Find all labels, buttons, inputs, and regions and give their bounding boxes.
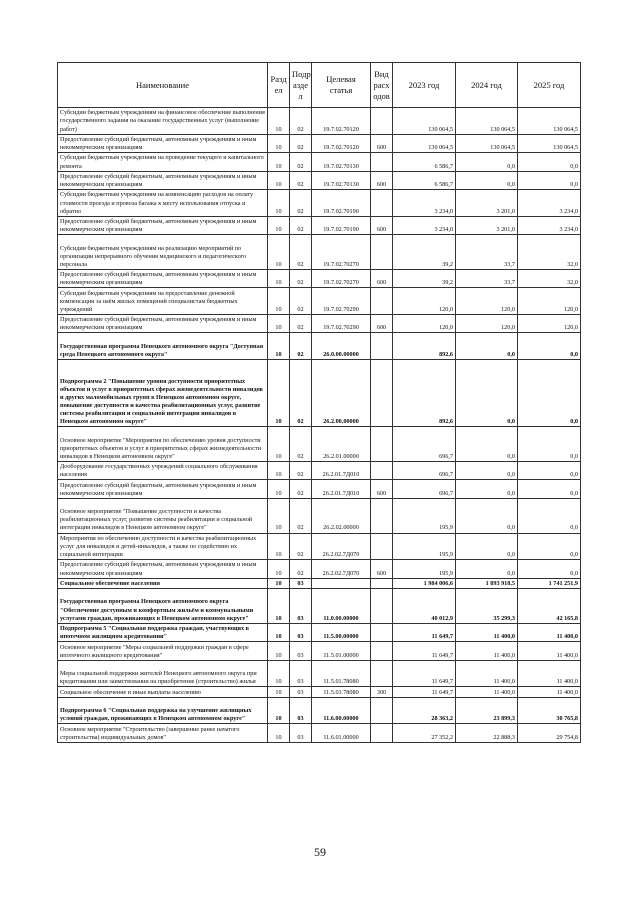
cell-podrazdel: 03 [290, 660, 312, 687]
cell-name: Основное мероприятие "Мероприятия по обеспечению уровня доступности приоритетных объектов и услуг в приоритетных сферах жизнедеятельности инвалидов в Ненецком автономном округе" [58, 427, 268, 462]
header-2025: 2025 год [518, 63, 581, 108]
table-row [58, 360, 581, 427]
cell-podrazdel: 03 [290, 642, 312, 661]
cell-podrazdel: 02 [290, 533, 312, 560]
cell-2025: 0,0 [518, 153, 581, 172]
cell-name: Основное мероприятие "Строительство (завершение ранее начатого строительства) индивидуальных домов" [58, 724, 268, 743]
cell-vid: 600 [371, 560, 393, 579]
cell-podrazdel: 03 [290, 724, 312, 743]
cell-2025: 11 400,0 [518, 642, 581, 661]
cell-target: 19.7.02.70130 [312, 171, 371, 190]
cell-vid [371, 498, 393, 533]
cell-2024: 0,0 [456, 427, 518, 462]
cell-razdel: 10 [268, 216, 290, 235]
cell-razdel: 10 [268, 360, 290, 427]
cell-2024: 130 064,5 [456, 108, 518, 135]
cell-name: Дооборудование государственных учреждений социального обслуживания населения [58, 461, 268, 480]
cell-podrazdel: 03 [290, 697, 312, 724]
cell-target: 11.5.01.78080 [312, 687, 371, 697]
cell-2025: 0,0 [518, 498, 581, 533]
cell-razdel: 10 [268, 153, 290, 172]
cell-2023: 11 649,7 [393, 642, 456, 661]
table-header-row [58, 63, 581, 108]
cell-vid [371, 623, 393, 642]
cell-2024: 0,0 [456, 461, 518, 480]
cell-2024: 0,0 [456, 360, 518, 427]
cell-vid: 600 [371, 216, 393, 235]
cell-name: Основное мероприятие "Повышение доступности и качества реабилитационных услуг, развитие системы реабилитации и социальной интеграции инвалидов в Ненецком автономном округе" [58, 498, 268, 533]
cell-name: Мероприятия по обеспечению доступности и качества реабилитационных услуг для инвалидов и детей-инвалидов, а также по содействию их социальной интеграции [58, 533, 268, 560]
cell-2023: 11 649,7 [393, 687, 456, 697]
cell-name: Предоставление субсидий бюджетным, автономным учреждениям и иным некоммерческим организациям [58, 216, 268, 235]
cell-vid [371, 697, 393, 724]
cell-2025: 120,0 [518, 288, 581, 315]
cell-podrazdel: 02 [290, 288, 312, 315]
cell-name: Меры социальной поддержки жителей Ненецкого автономного округа при кредитовании или заимствовании на приобретение (строительство) жилья [58, 660, 268, 687]
cell-target: 19.7.02.70190 [312, 216, 371, 235]
table-row [58, 480, 581, 499]
table-row [58, 153, 581, 172]
cell-vid [371, 724, 393, 743]
cell-name: Субсидии бюджетным учреждениям на предоставление денежной компенсации за наём жилых помещений специалистам бюджетных учреждений [58, 288, 268, 315]
cell-podrazdel: 02 [290, 560, 312, 579]
cell-2024: 0,0 [456, 480, 518, 499]
cell-2025: 0,0 [518, 171, 581, 190]
cell-vid [371, 235, 393, 270]
cell-2023: 3 234,0 [393, 216, 456, 235]
cell-razdel: 10 [268, 697, 290, 724]
table-row [58, 589, 581, 624]
cell-target: 19.7.02.70120 [312, 108, 371, 135]
cell-name: Подпрограмма 6 "Социальная поддержка на улучшение жилищных условий граждан, проживающих в Ненецком автономном округе" [58, 697, 268, 724]
cell-2023: 6 586,7 [393, 171, 456, 190]
cell-razdel: 10 [268, 108, 290, 135]
table-row [58, 134, 581, 153]
cell-name: Субсидии бюджетным учреждениям на реализацию мероприятий по организации непрерывного обучения медицинского и педагогического персонала [58, 235, 268, 270]
cell-name: Субсидии бюджетным учреждениям на компенсацию расходов на оплату стоимости проезда и провоза багажа к месту использования отпуска и обратно [58, 190, 268, 217]
cell-2025: 130 064,5 [518, 108, 581, 135]
cell-name: Государственная программа Ненецкого автономного округа "Обеспечение доступным и комфортным жильём и коммунальными услугами граждан, проживающих в Ненецком автономном округе" [58, 589, 268, 624]
cell-name: Основное мероприятие "Меры социальной поддержки граждан в сфере ипотечного жилищного кредитования" [58, 642, 268, 661]
cell-razdel: 10 [268, 333, 290, 360]
cell-target: 19.7.02.70270 [312, 269, 371, 288]
cell-name: Государственная программа Ненецкого автономного округа "Доступная среда Ненецкого автономного округа" [58, 333, 268, 360]
cell-razdel: 10 [268, 578, 290, 588]
cell-2025: 1 741 251,9 [518, 578, 581, 588]
cell-vid [371, 660, 393, 687]
cell-2023: 195,9 [393, 533, 456, 560]
table-row [58, 171, 581, 190]
cell-vid [371, 461, 393, 480]
table-row [58, 642, 581, 661]
cell-2025: 32,0 [518, 269, 581, 288]
cell-vid [371, 108, 393, 135]
cell-2023: 696,7 [393, 461, 456, 480]
cell-podrazdel: 02 [290, 235, 312, 270]
cell-name: Подпрограмма 2 "Повышение уровня доступности приоритетных объектов и услуг в приоритетных сферах жизнедеятельности инвалидов и других маломобильных групп в Ненецком автономном округе, повышение доступности и качества реабилитационных услуг, развитие системы реабилитации и социальной интеграции инвалидов в Ненецком автономном округе" [58, 360, 268, 427]
cell-razdel: 10 [268, 560, 290, 579]
cell-2023: 130 064,5 [393, 134, 456, 153]
cell-2025: 0,0 [518, 333, 581, 360]
table-row [58, 560, 581, 579]
table-row [58, 533, 581, 560]
budget-sheet [57, 62, 580, 743]
cell-2023: 120,0 [393, 314, 456, 333]
cell-2025: 0,0 [518, 560, 581, 579]
cell-target: 11.6.01.00000 [312, 724, 371, 743]
cell-name: Предоставление субсидий бюджетным, автономным учреждениям и иным некоммерческим организациям [58, 134, 268, 153]
cell-vid [371, 288, 393, 315]
cell-vid [371, 360, 393, 427]
cell-name: Предоставление субсидий бюджетным, автономным учреждениям и иным некоммерческим организациям [58, 171, 268, 190]
cell-target: 19.7.02.70290 [312, 288, 371, 315]
cell-vid [371, 427, 393, 462]
cell-2023: 696,7 [393, 480, 456, 499]
cell-podrazdel: 02 [290, 461, 312, 480]
cell-target: 26.2.02.7Д070 [312, 560, 371, 579]
cell-razdel: 10 [268, 623, 290, 642]
cell-razdel: 10 [268, 314, 290, 333]
cell-vid: 600 [371, 314, 393, 333]
cell-target: 26.0.00.00000 [312, 333, 371, 360]
cell-razdel: 10 [268, 498, 290, 533]
cell-target: 11.5.00.00000 [312, 623, 371, 642]
cell-name: Социальное обеспечение населения [58, 578, 268, 588]
table-row [58, 697, 581, 724]
cell-target: 19.7.02.70270 [312, 235, 371, 270]
cell-2023: 892,6 [393, 333, 456, 360]
cell-vid: 300 [371, 687, 393, 697]
page-number: 59 [314, 845, 326, 859]
cell-2025: 30 765,8 [518, 697, 581, 724]
cell-podrazdel: 02 [290, 314, 312, 333]
cell-razdel: 10 [268, 533, 290, 560]
cell-2024: 35 299,3 [456, 589, 518, 624]
cell-razdel: 10 [268, 190, 290, 217]
cell-target: 19.7.02.70130 [312, 153, 371, 172]
table-row [58, 461, 581, 480]
table-row [58, 687, 581, 697]
cell-target [312, 578, 371, 588]
cell-2023: 195,9 [393, 498, 456, 533]
cell-2023: 120,0 [393, 288, 456, 315]
cell-2025: 0,0 [518, 480, 581, 499]
cell-podrazdel: 03 [290, 687, 312, 697]
cell-2023: 130 064,5 [393, 108, 456, 135]
cell-vid: 600 [371, 269, 393, 288]
cell-name: Субсидии бюджетным учреждениям на финансовое обеспечение выполнения государственного задания на оказание государственных услуг (выполнение работ) [58, 108, 268, 135]
table-row [58, 190, 581, 217]
cell-2025: 120,0 [518, 314, 581, 333]
table-row [58, 333, 581, 360]
cell-2023: 6 586,7 [393, 153, 456, 172]
header-2023: 2023 год [393, 63, 456, 108]
cell-2023: 28 363,2 [393, 697, 456, 724]
cell-2025: 11 400,0 [518, 687, 581, 697]
cell-podrazdel: 02 [290, 360, 312, 427]
cell-vid [371, 533, 393, 560]
cell-vid [371, 153, 393, 172]
cell-2025: 130 064,5 [518, 134, 581, 153]
cell-2024: 11 400,0 [456, 642, 518, 661]
cell-vid: 600 [371, 480, 393, 499]
cell-2023: 11 649,7 [393, 660, 456, 687]
cell-razdel: 10 [268, 269, 290, 288]
cell-2025: 32,0 [518, 235, 581, 270]
cell-2024: 0,0 [456, 333, 518, 360]
table-row [58, 269, 581, 288]
cell-2024: 0,0 [456, 153, 518, 172]
cell-2024: 23 899,3 [456, 697, 518, 724]
cell-2025: 11 400,0 [518, 660, 581, 687]
cell-vid [371, 589, 393, 624]
cell-vid: 600 [371, 171, 393, 190]
cell-2025: 0,0 [518, 461, 581, 480]
cell-podrazdel: 02 [290, 190, 312, 217]
header-2024: 2024 год [456, 63, 518, 108]
cell-target: 11.5.01.00000 [312, 642, 371, 661]
cell-podrazdel: 02 [290, 427, 312, 462]
cell-2024: 33,7 [456, 269, 518, 288]
cell-2024: 3 201,0 [456, 216, 518, 235]
cell-podrazdel: 02 [290, 108, 312, 135]
cell-2024: 0,0 [456, 560, 518, 579]
cell-razdel: 10 [268, 427, 290, 462]
cell-razdel: 10 [268, 480, 290, 499]
table-row [58, 578, 581, 588]
header-name: Наименование [58, 63, 268, 108]
cell-podrazdel: 02 [290, 216, 312, 235]
cell-name: Предоставление субсидий бюджетным, автономным учреждениям и иным некоммерческим организациям [58, 480, 268, 499]
header-target: Целевая статья [312, 63, 371, 108]
cell-2023: 696,7 [393, 427, 456, 462]
cell-name: Предоставление субсидий бюджетным, автономным учреждениям и иным некоммерческим организациям [58, 560, 268, 579]
cell-target: 11.0.00.00000 [312, 589, 371, 624]
cell-2023: 195,9 [393, 560, 456, 579]
cell-2025: 0,0 [518, 427, 581, 462]
cell-2025: 0,0 [518, 360, 581, 427]
cell-2023: 40 012,9 [393, 589, 456, 624]
cell-podrazdel: 03 [290, 589, 312, 624]
cell-vid [371, 578, 393, 588]
cell-target: 11.5.01.78080 [312, 660, 371, 687]
cell-2024: 22 888,3 [456, 724, 518, 743]
table-row [58, 498, 581, 533]
cell-target: 19.7.02.70190 [312, 190, 371, 217]
cell-target: 19.7.02.70120 [312, 134, 371, 153]
cell-podrazdel: 03 [290, 578, 312, 588]
table-row [58, 427, 581, 462]
cell-2025: 42 165,8 [518, 589, 581, 624]
cell-name: Предоставление субсидий бюджетным, автономным учреждениям и иным некоммерческим организациям [58, 269, 268, 288]
cell-vid [371, 642, 393, 661]
cell-name: Социальное обеспечение и иные выплаты населению [58, 687, 268, 697]
cell-2024: 1 893 918,5 [456, 578, 518, 588]
cell-2023: 1 984 006,6 [393, 578, 456, 588]
cell-target: 26.2.00.00000 [312, 360, 371, 427]
cell-name: Предоставление субсидий бюджетным, автономным учреждениям и иным некоммерческим организациям [58, 314, 268, 333]
cell-2025: 3 234,0 [518, 190, 581, 217]
cell-2024: 120,0 [456, 314, 518, 333]
table-body [58, 108, 581, 743]
cell-2023: 27 352,2 [393, 724, 456, 743]
cell-razdel: 10 [268, 288, 290, 315]
cell-2024: 11 400,0 [456, 687, 518, 697]
cell-2023: 3 234,0 [393, 190, 456, 217]
cell-2024: 0,0 [456, 498, 518, 533]
cell-podrazdel: 02 [290, 153, 312, 172]
cell-2023: 39,2 [393, 269, 456, 288]
header-podrazdel: Подр азде л [290, 63, 312, 108]
cell-2025: 0,0 [518, 533, 581, 560]
cell-2023: 11 649,7 [393, 623, 456, 642]
table-row [58, 623, 581, 642]
budget-table [57, 62, 581, 743]
table-row [58, 660, 581, 687]
cell-2025: 3 234,0 [518, 216, 581, 235]
cell-2024: 11 400,0 [456, 660, 518, 687]
cell-vid: 600 [371, 134, 393, 153]
cell-target: 26.2.02.00000 [312, 498, 371, 533]
cell-2024: 130 064,5 [456, 134, 518, 153]
cell-podrazdel: 02 [290, 269, 312, 288]
cell-razdel: 10 [268, 642, 290, 661]
cell-razdel: 10 [268, 171, 290, 190]
cell-razdel: 10 [268, 134, 290, 153]
cell-name: Подпрограмма 5 "Социальная поддержка граждан, участвующих в ипотечном жилищном кредитовании" [58, 623, 268, 642]
cell-podrazdel: 02 [290, 333, 312, 360]
cell-2024: 3 201,0 [456, 190, 518, 217]
cell-target: 19.7.02.70290 [312, 314, 371, 333]
cell-2025: 29 754,8 [518, 724, 581, 743]
cell-podrazdel: 02 [290, 480, 312, 499]
cell-podrazdel: 02 [290, 498, 312, 533]
cell-vid [371, 190, 393, 217]
cell-podrazdel: 02 [290, 171, 312, 190]
cell-razdel: 10 [268, 724, 290, 743]
cell-razdel: 10 [268, 461, 290, 480]
cell-target: 26.2.01.7Д010 [312, 480, 371, 499]
cell-2024: 120,0 [456, 288, 518, 315]
cell-2024: 0,0 [456, 171, 518, 190]
cell-target: 26.2.01.00000 [312, 427, 371, 462]
cell-target: 11.6.00.00000 [312, 697, 371, 724]
table-row [58, 235, 581, 270]
cell-2025: 11 400,0 [518, 623, 581, 642]
cell-vid [371, 333, 393, 360]
table-row [58, 216, 581, 235]
cell-podrazdel: 02 [290, 134, 312, 153]
cell-target: 26.2.02.7Д070 [312, 533, 371, 560]
header-razdel: Разд ел [268, 63, 290, 108]
cell-2023: 892,6 [393, 360, 456, 427]
table-row [58, 724, 581, 743]
header-vid: Вид расх одов [371, 63, 393, 108]
cell-razdel: 10 [268, 589, 290, 624]
cell-target: 26.2.01.7Д010 [312, 461, 371, 480]
cell-2024: 0,0 [456, 533, 518, 560]
cell-podrazdel: 03 [290, 623, 312, 642]
cell-razdel: 10 [268, 687, 290, 697]
cell-name: Субсидии бюджетным учреждениям на проведение текущего и капитального ремонта [58, 153, 268, 172]
table-row [58, 108, 581, 135]
cell-razdel: 10 [268, 235, 290, 270]
cell-2024: 33,7 [456, 235, 518, 270]
cell-2024: 11 400,0 [456, 623, 518, 642]
cell-razdel: 10 [268, 660, 290, 687]
table-row [58, 314, 581, 333]
table-row [58, 288, 581, 315]
cell-2023: 39,2 [393, 235, 456, 270]
